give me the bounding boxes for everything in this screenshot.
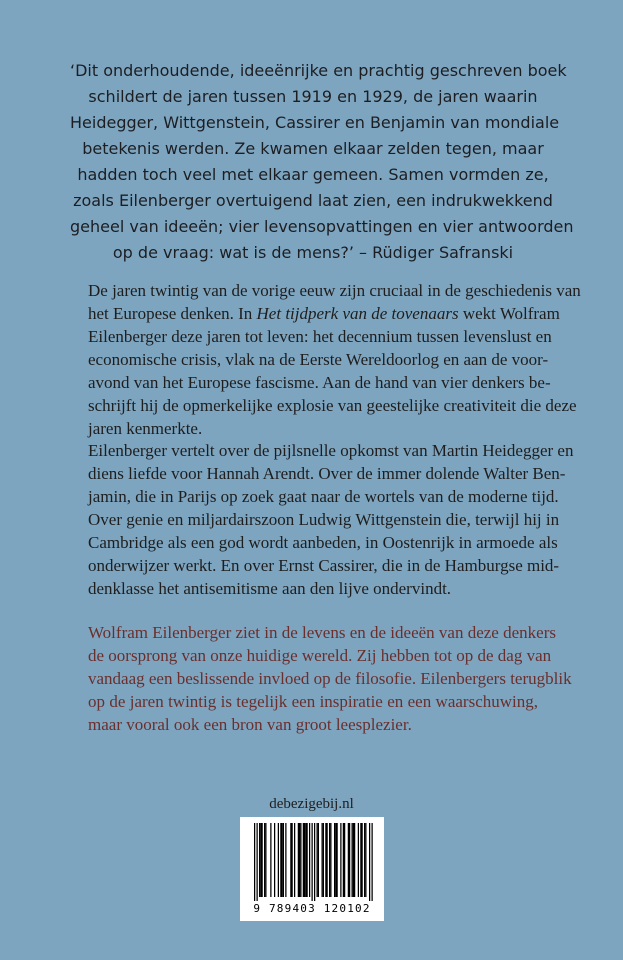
- blurb-paragraph-3: [88, 621, 572, 736]
- quote-line: schildert de jaren tussen 1919 en 1929, de jaren waarin: [88, 87, 538, 106]
- blurb-paragraph-1: [88, 279, 581, 440]
- barcode-bar: [270, 823, 271, 897]
- book-title: Het tijdperk van de tovenaars: [256, 304, 459, 323]
- barcode-bar: [337, 823, 338, 897]
- quote-line: zoals Eilenberger overtuigend laat zien, een indrukwekkend: [73, 191, 553, 210]
- barcode-bar: [285, 823, 286, 897]
- barcode-bar: [354, 823, 355, 897]
- barcode-bar: [309, 823, 310, 897]
- barcode-bar: [278, 823, 279, 897]
- barcode-bar: [318, 823, 319, 897]
- barcode-bar: [334, 823, 335, 897]
- paragraph-line: jaren kenmerkte.: [88, 419, 203, 438]
- barcode-bar: [282, 823, 283, 897]
- paragraph-line: maar vooral ook een bron van groot leesplezier.: [88, 715, 412, 734]
- quote-line: geheel van ideeën; vier levensopvattingen en vier antwoorden: [70, 217, 574, 236]
- barcode-bar: [264, 823, 265, 897]
- paragraph-line: Wolfram Eilenberger ziet in de levens en de ideeën van deze denkers: [88, 623, 556, 642]
- isbn-barcode: [240, 817, 384, 921]
- barcode-bar: [257, 823, 258, 901]
- barcode-bar: [327, 823, 328, 897]
- barcode-bar: [283, 823, 284, 897]
- barcode-bar: [312, 823, 313, 901]
- barcode-bar: [323, 823, 324, 897]
- quote-line: op de vraag: wat is de mens?’ – Rüdiger Safranski: [112, 243, 514, 262]
- paragraph-line: op de jaren twintig is tegelijk een inspiratie en een waarschuwing,: [88, 692, 538, 711]
- barcode-bar: [372, 823, 373, 901]
- barcode-bar: [362, 823, 363, 897]
- paragraph-line: Over genie en miljardairszoon Ludwig Wittgenstein die, terwijl hij in: [88, 510, 560, 529]
- barcode-bar: [274, 823, 275, 897]
- paragraph-line: De jaren twintig van de vorige eeuw zijn cruciaal in de geschiedenis van: [88, 281, 581, 300]
- barcode-bar: [348, 823, 349, 897]
- barcode-bar: [329, 823, 330, 897]
- barcode-bar: [303, 823, 304, 897]
- barcode-bar: [290, 823, 291, 897]
- barcode-bar: [340, 823, 341, 897]
- paragraph-line: het Europese denken. In Het tijdperk van de tovenaars wekt Wolfram: [88, 304, 560, 323]
- barcode-bar: [343, 823, 344, 897]
- barcode-bar: [260, 823, 261, 897]
- barcode-bar: [265, 823, 266, 897]
- barcode-bar: [364, 823, 365, 897]
- barcode-bar: [307, 823, 308, 897]
- paragraph-line: denklasse het antisemitisme aan den lijve ondervindt.: [88, 579, 452, 598]
- paragraph-line: Eilenberger deze jaren tot leven: het decennium tussen levenslust en: [88, 327, 552, 346]
- barcode-bar: [330, 823, 331, 897]
- paragraph-line: Eilenberger vertelt over de pijlsnelle opkomst van Martin Heidegger en: [88, 441, 574, 460]
- barcode-bar: [322, 823, 323, 897]
- barcode-bar: [365, 823, 366, 897]
- barcode-bar: [292, 823, 293, 897]
- isbn-number: 9 789403 120102: [253, 902, 371, 915]
- paragraph-line: schrijft hij de opmerkelijke explosie van geestelijke creativiteit die deze: [88, 396, 577, 415]
- paragraph-line: vandaag een beslissende invloed op de filosofie. Eilenbergers terugblik: [88, 669, 572, 688]
- barcode-bar: [352, 823, 353, 897]
- publisher-website: debezigebij.nl: [269, 796, 354, 812]
- paragraph-line: jamin, die in Parijs op zoek gaat naar de wortels van de moderne tijd.: [88, 487, 559, 506]
- barcode-bar: [325, 823, 326, 897]
- paragraph-line: onderwijzer werkt. En over Ernst Cassirer, die in de Hamburgse mid-: [88, 556, 560, 575]
- quote-line: betekenis werden. Ze kwamen elkaar zelden tegen, maar: [82, 139, 544, 158]
- barcode-bar: [262, 823, 263, 897]
- barcode-bar: [335, 823, 336, 897]
- blurb-paragraph-2: [88, 439, 574, 600]
- barcode-bar: [358, 823, 359, 897]
- barcode-bar: [353, 823, 354, 897]
- paragraph-line: diens liefde voor Hannah Arendt. Over de immer dolende Walter Ben-: [88, 464, 566, 483]
- paragraph-line: de oorsprong van onze huidige wereld. Zij hebben tot op de dag van: [88, 646, 552, 665]
- barcode-bar: [344, 823, 345, 897]
- quote-line: ‘Dit onderhoudende, ideeënrijke en prachtig geschreven boek: [70, 61, 567, 80]
- paragraph-line: economische crisis, vlak na de Eerste Wereldoorlog en aan de voor-: [88, 350, 549, 369]
- quote-line: Heidegger, Wittgenstein, Cassirer en Benjamin van mondiale: [70, 113, 560, 132]
- barcode-bar: [254, 823, 255, 901]
- barcode-bar: [300, 823, 301, 897]
- barcode-bar: [314, 823, 315, 901]
- paragraph-line: Cambridge als een god wordt aanbeden, in Oostenrijk in armoede als: [88, 533, 558, 552]
- barcode-bar: [349, 823, 350, 897]
- paragraph-line: avond van het Europese fascisme. Aan de hand van vier denkers be-: [88, 373, 551, 392]
- barcode-bar: [369, 823, 370, 901]
- barcode-bar: [280, 823, 281, 897]
- review-quote: [70, 58, 574, 266]
- barcode-bar: [317, 823, 318, 897]
- barcode-bar: [298, 823, 299, 897]
- quote-line: hadden toch veel met elkaar gemeen. Samen vormden ze,: [77, 165, 549, 184]
- barcode-bar: [304, 823, 305, 897]
- barcode-bar: [299, 823, 300, 897]
- barcode-bar: [259, 823, 260, 897]
- barcode-bar: [360, 823, 361, 897]
- barcode-bars: [240, 817, 384, 903]
- barcode-bar: [294, 823, 295, 897]
- barcode-bar: [305, 823, 306, 897]
